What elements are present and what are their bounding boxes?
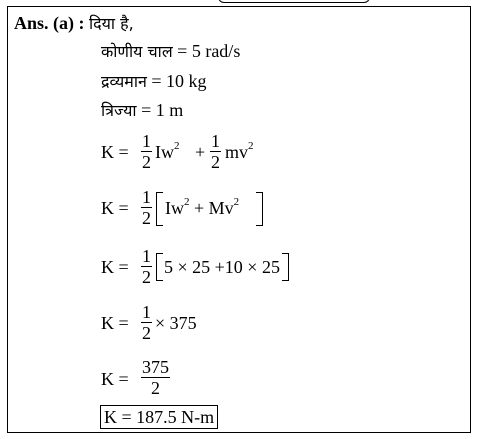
answer-box bbox=[7, 6, 471, 433]
right-bracket bbox=[256, 192, 263, 226]
given-value: 1 m bbox=[155, 100, 184, 120]
given-name: त्रिज्या bbox=[101, 101, 137, 120]
given-eq: = bbox=[141, 100, 152, 120]
top-bracket-fragment bbox=[218, 0, 370, 3]
fraction-denominator: 2 bbox=[142, 267, 151, 287]
given-name: द्रव्यमान bbox=[101, 72, 147, 91]
given-mass bbox=[101, 71, 207, 92]
left-bracket bbox=[156, 253, 163, 281]
exponent: 2 bbox=[184, 196, 190, 208]
given-angular-speed bbox=[101, 41, 240, 62]
fraction-half bbox=[141, 302, 152, 343]
k-equals: K = bbox=[101, 369, 129, 389]
step1-term2 bbox=[225, 142, 254, 163]
plus-sign: + bbox=[195, 142, 206, 162]
fraction-denominator: 2 bbox=[142, 152, 151, 172]
fraction-half bbox=[141, 187, 152, 228]
final-answer: K = 187.5 N-m bbox=[100, 405, 218, 429]
fraction-numerator: 1 bbox=[142, 187, 151, 207]
exponent: 2 bbox=[174, 140, 180, 152]
fraction-numerator: 1 bbox=[142, 131, 151, 151]
answer-label: Ans. (a) : bbox=[14, 13, 85, 33]
fraction-numerator: 1 bbox=[142, 246, 151, 266]
k-equals: K = bbox=[101, 257, 129, 277]
step3-body: 5 × 25 +10 × 25 bbox=[164, 257, 280, 277]
right-bracket bbox=[282, 253, 289, 281]
term-text: mv bbox=[225, 142, 249, 162]
fraction-numerator: 375 bbox=[142, 357, 169, 377]
k-equals: K = bbox=[101, 313, 129, 333]
fraction-denominator: 2 bbox=[142, 208, 151, 228]
fraction-numerator: 1 bbox=[142, 302, 151, 322]
fraction-numerator: 1 bbox=[211, 131, 220, 151]
given-label: दिया है, bbox=[89, 14, 134, 33]
k-equals: K = bbox=[101, 198, 129, 218]
term-text: Iw bbox=[165, 198, 184, 218]
given-eq: = bbox=[177, 41, 188, 61]
given-radius bbox=[101, 100, 183, 121]
given-value: 5 rad/s bbox=[191, 41, 241, 61]
left-bracket bbox=[156, 192, 163, 226]
fraction-half bbox=[141, 131, 152, 172]
term-text: Iw bbox=[155, 142, 174, 162]
fraction-half bbox=[210, 131, 221, 172]
step4-body: × 375 bbox=[155, 313, 197, 333]
given-value: 10 kg bbox=[166, 71, 207, 91]
term-text: + Mv bbox=[189, 198, 234, 218]
exponent: 2 bbox=[248, 140, 254, 152]
fraction-half bbox=[141, 246, 152, 287]
fraction-375-over-2 bbox=[141, 357, 170, 398]
fraction-denominator: 2 bbox=[211, 152, 220, 172]
fraction-denominator: 2 bbox=[142, 323, 151, 343]
given-eq: = bbox=[151, 71, 162, 91]
given-name: कोणीय चाल bbox=[101, 42, 173, 61]
k-equals: K = bbox=[101, 142, 129, 162]
step1-term1 bbox=[155, 142, 180, 163]
answer-header bbox=[14, 13, 134, 34]
exponent: 2 bbox=[233, 196, 240, 208]
fraction-denominator: 2 bbox=[151, 378, 160, 398]
step2-body bbox=[165, 198, 239, 219]
